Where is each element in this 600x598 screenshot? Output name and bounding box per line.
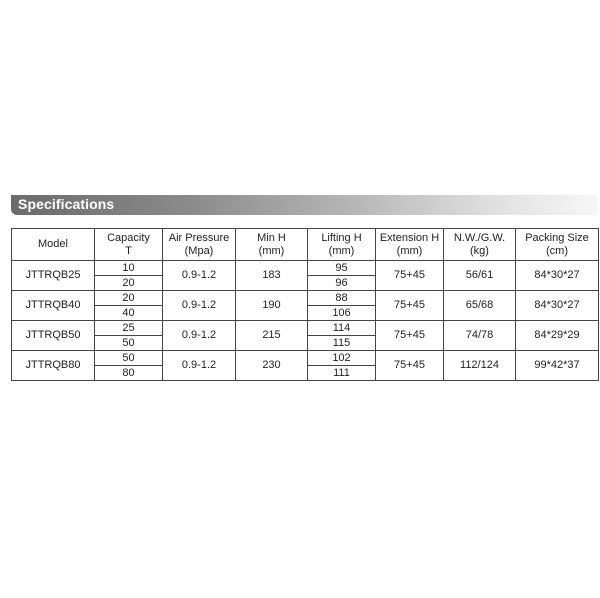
- specifications-table: [11, 228, 599, 381]
- cell-min-h: 215: [236, 321, 308, 351]
- specifications-banner: [11, 195, 598, 215]
- cell-min-h: 190: [236, 291, 308, 321]
- cell-capacity: 50: [95, 351, 163, 366]
- cell-capacity: 10: [95, 261, 163, 276]
- cell-min-h: 183: [236, 261, 308, 291]
- cell-lifting-h: 102: [308, 351, 376, 366]
- cell-packing-size: 84*29*29: [516, 321, 599, 351]
- cell-capacity: 20: [95, 291, 163, 306]
- cell-model: JTTRQB40: [12, 291, 95, 321]
- cell-lifting-h: 111: [308, 366, 376, 381]
- header-min-h: Min H (mm): [236, 229, 308, 261]
- cell-model: JTTRQB25: [12, 261, 95, 291]
- cell-lifting-h: 106: [308, 306, 376, 321]
- cell-lifting-h: 115: [308, 336, 376, 351]
- table-row: [12, 351, 599, 366]
- cell-lifting-h: 114: [308, 321, 376, 336]
- cell-capacity: 80: [95, 366, 163, 381]
- table-row: [12, 261, 599, 276]
- cell-extension-h: 75+45: [376, 261, 444, 291]
- section-title: Specifications: [18, 196, 115, 212]
- header-capacity: Capacity T: [95, 229, 163, 261]
- cell-packing-size: 84*30*27: [516, 261, 599, 291]
- cell-extension-h: 75+45: [376, 291, 444, 321]
- cell-air-pressure: 0.9-1.2: [163, 291, 236, 321]
- cell-capacity: 25: [95, 321, 163, 336]
- cell-packing-size: 84*30*27: [516, 291, 599, 321]
- header-model: Model: [12, 229, 95, 261]
- header-packing-size: Packing Size (cm): [516, 229, 599, 261]
- cell-capacity: 20: [95, 276, 163, 291]
- cell-model: JTTRQB80: [12, 351, 95, 381]
- cell-weight: 74/78: [444, 321, 516, 351]
- cell-air-pressure: 0.9-1.2: [163, 321, 236, 351]
- cell-weight: 112/124: [444, 351, 516, 381]
- cell-air-pressure: 0.9-1.2: [163, 261, 236, 291]
- header-air-pressure: Air Pressure (Mpa): [163, 229, 236, 261]
- table-row: [12, 291, 599, 306]
- header-extension-h: Extension H (mm): [376, 229, 444, 261]
- cell-air-pressure: 0.9-1.2: [163, 351, 236, 381]
- cell-capacity: 40: [95, 306, 163, 321]
- cell-min-h: 230: [236, 351, 308, 381]
- table-row: [12, 321, 599, 336]
- cell-packing-size: 99*42*37: [516, 351, 599, 381]
- header-row: [12, 229, 599, 261]
- cell-capacity: 50: [95, 336, 163, 351]
- cell-lifting-h: 95: [308, 261, 376, 276]
- cell-lifting-h: 88: [308, 291, 376, 306]
- cell-weight: 56/61: [444, 261, 516, 291]
- cell-weight: 65/68: [444, 291, 516, 321]
- header-lifting-h: Lifting H (mm): [308, 229, 376, 261]
- cell-extension-h: 75+45: [376, 351, 444, 381]
- cell-extension-h: 75+45: [376, 321, 444, 351]
- header-weight: N.W./G.W. (kg): [444, 229, 516, 261]
- cell-lifting-h: 96: [308, 276, 376, 291]
- cell-model: JTTRQB50: [12, 321, 95, 351]
